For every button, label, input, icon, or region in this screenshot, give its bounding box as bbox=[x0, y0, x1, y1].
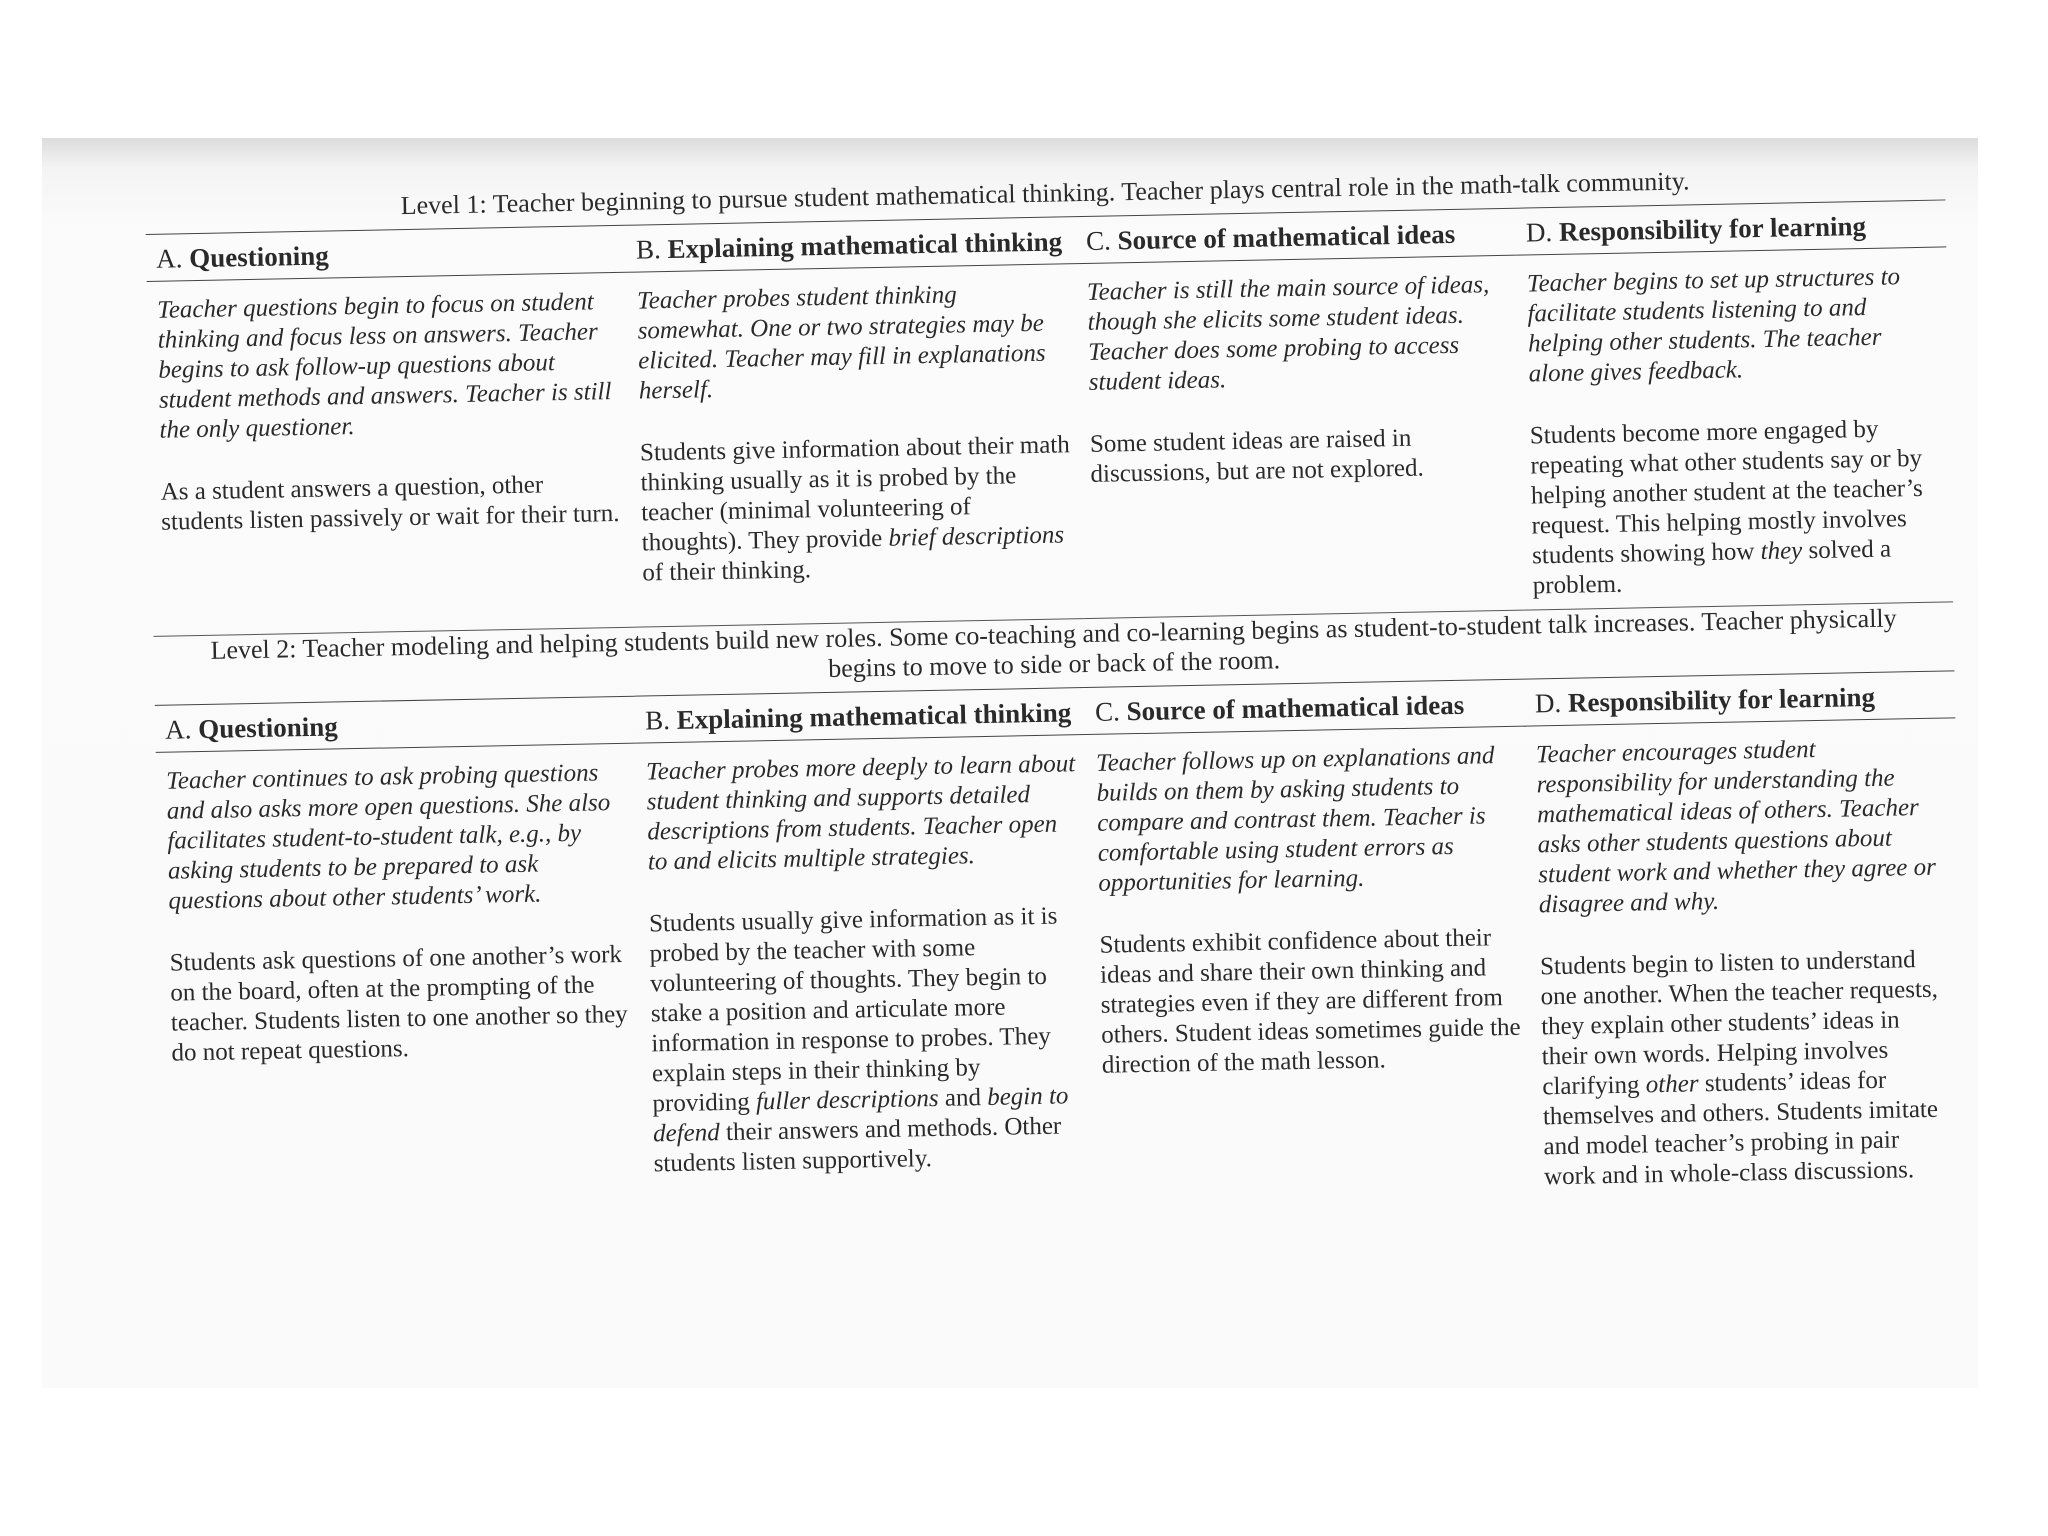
level-2-title: Level 2: Teacher modeling and helping students build new roles. Some co-teaching and co-learning begins as student-to-student talk increases. Teacher physically begins to move to side or back of the room. bbox=[210, 603, 1897, 683]
column-header-source: C. Source of mathematical ideas bbox=[1076, 208, 1517, 263]
level-1-responsibility-cell bbox=[1516, 247, 1953, 610]
column-header-source: C. Source of mathematical ideas bbox=[1085, 679, 1526, 734]
level-1-content-row bbox=[147, 247, 1953, 636]
teacher-description: Teacher encourages student responsibility for understanding the mathematical ideas of others. Teacher asks other students questions about student work and whether they agree or disagree and why. bbox=[1535, 736, 1937, 919]
math-talk-rubric bbox=[145, 161, 1964, 1228]
level-1-table bbox=[146, 199, 1953, 636]
column-header-responsibility: D. Responsibility for learning bbox=[1525, 671, 1956, 726]
level-1-source-cell bbox=[1076, 255, 1523, 618]
teacher-description: Teacher follows up on explanations and builds on them by asking students to compare and contrast them. Teacher is comfortable using student errors as opportunities for learning. bbox=[1095, 742, 1495, 897]
column-header-questioning: A. Questioning bbox=[146, 225, 627, 281]
level-1-explaining-cell bbox=[627, 264, 1084, 628]
level-1-questioning-cell bbox=[147, 272, 634, 636]
teacher-description: Teacher begins to set up structures to facilitate students listening to and helping other students. The teacher alone gives feedback. bbox=[1526, 263, 1901, 388]
teacher-description: Teacher probes student thinking somewhat. One or two strategies may be elicited. Teacher may fill in explanations herself. bbox=[636, 281, 1046, 405]
level-2-content-row bbox=[156, 718, 1965, 1229]
student-description: Students begin to listen to understand one another. When the teacher requests, they explain other students’ ideas in their own words. Helping involves clarifying other students’ ideas for themselves and others. Students imitate and model teacher’s probing in pair work and in whole-class discussions. bbox=[1539, 946, 1939, 1191]
column-header-responsibility: D. Responsibility for learning bbox=[1515, 200, 1946, 255]
column-header-questioning: A. Questioning bbox=[155, 696, 636, 752]
level-1-title: Level 1: Teacher beginning to pursue student mathematical thinking. Teacher plays central role in the math-talk community. bbox=[400, 166, 1690, 221]
level-1-block bbox=[145, 161, 1953, 636]
teacher-description: Teacher questions begin to focus on student thinking and focus less on answers. Teacher begins to ask follow-up questions about student methods and answers. Teacher is still the only questioner. bbox=[156, 288, 612, 444]
student-description: Students give information about their math thinking usually as it is probed by the teacher (minimal volunteering of thoughts). They provide brief descriptions of their thinking. bbox=[639, 431, 1071, 587]
student-description: Students usually give information as it is probed by the teacher with some volunteering of thoughts. They begin to stake a position and articulate more information in response to probes. They explain steps in their thinking by providing fuller descriptions and begin to defend their answers and methods. Other students listen supportively. bbox=[648, 902, 1069, 1178]
level-2-table bbox=[155, 670, 1965, 1228]
level-2-responsibility-cell bbox=[1525, 718, 1964, 1203]
level-2-block bbox=[153, 602, 1964, 1228]
teacher-description: Teacher is still the main source of ideas, though she elicits some student ideas. Teacher does some probing to access student ideas. bbox=[1086, 271, 1490, 396]
column-header-explaining: B. Explaining mathematical thinking bbox=[626, 217, 1077, 273]
student-description: Some student ideas are raised in discussions, but are not explored. bbox=[1089, 424, 1424, 488]
student-description: Students ask questions of one another’s work on the board, often at the prompting of the teacher. Students listen to one another so they do not repeat questions. bbox=[169, 940, 628, 1067]
student-description: Students exhibit confidence about their ideas and share their own thinking and strategies even if they are different from others. Student ideas sometimes guide the direction of the math lesson. bbox=[1099, 924, 1521, 1079]
level-2-questioning-cell bbox=[156, 743, 645, 1229]
student-description: As a student answers a question, other students listen passively or wait for their turn. bbox=[160, 471, 620, 536]
student-description: Students become more engaged by repeating what other students say or by helping another student at the teacher’s request. This helping mostly involves students showing how they solved a problem. bbox=[1529, 415, 1923, 600]
teacher-description: Teacher continues to ask probing questions and also asks more open questions. She also facilitates student-to-student talk, e.g., by asking students to be prepared to ask questions about other students’ work. bbox=[165, 759, 611, 915]
level-2-explaining-cell bbox=[636, 735, 1095, 1220]
teacher-description: Teacher probes more deeply to learn about student thinking and supports detailed descriptions from students. Teacher open to and elicits multiple strategies. bbox=[645, 750, 1076, 876]
column-header-explaining: B. Explaining mathematical thinking bbox=[635, 688, 1086, 744]
level-2-source-cell bbox=[1086, 726, 1535, 1211]
